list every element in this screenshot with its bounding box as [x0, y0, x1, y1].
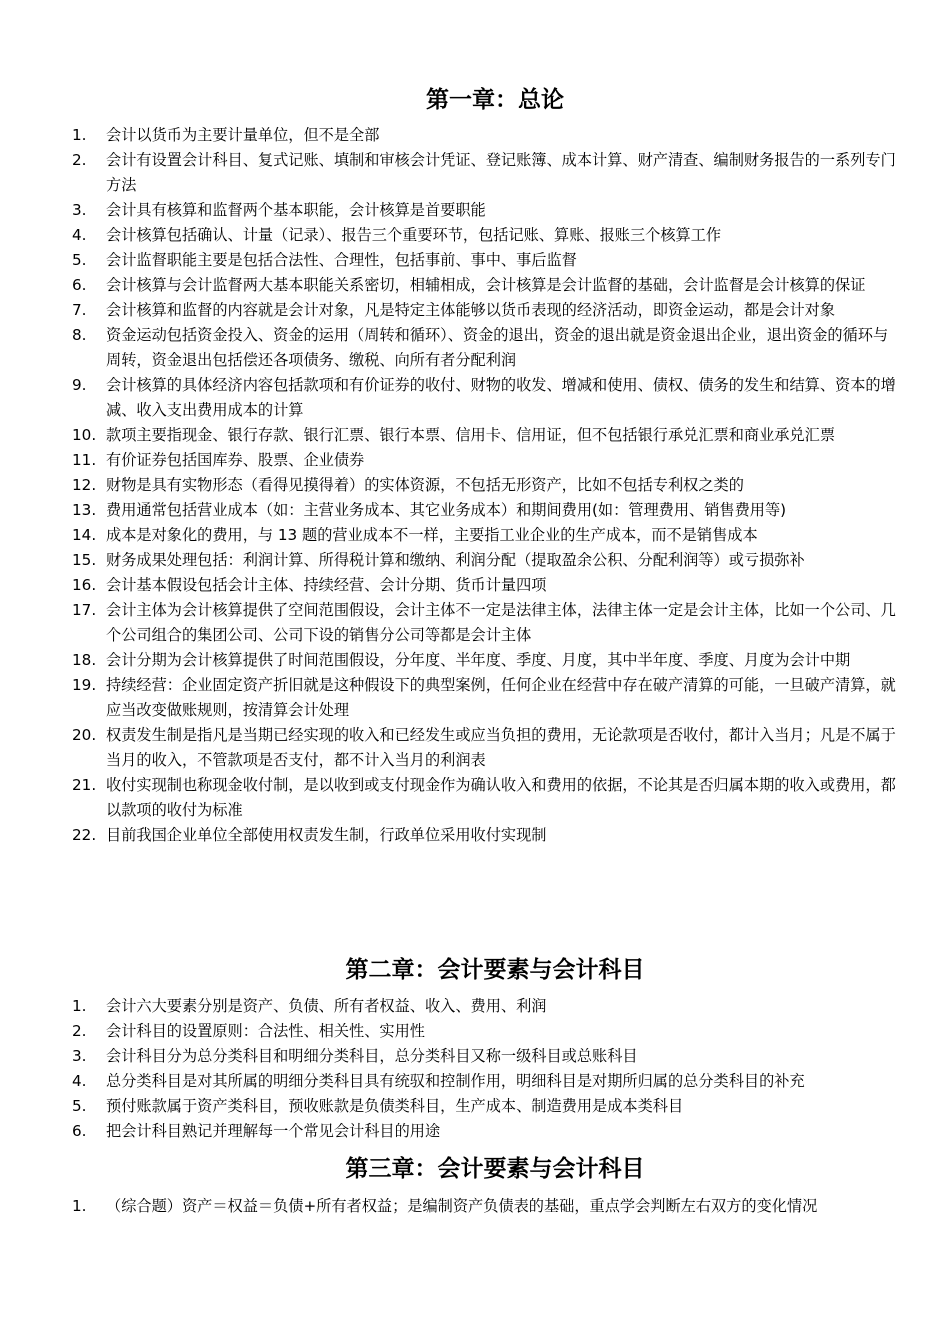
item-text: 会计核算包括确认、计量（记录）、报告三个重要环节，包括记账、算账、报账三个核算工作	[106, 226, 722, 244]
item-number: 17.	[72, 601, 97, 619]
chapter-item-list	[0, 123, 950, 848]
item-number: 6.	[72, 276, 87, 294]
item-text: 会计具有核算和监督两个基本职能，会计核算是首要职能	[106, 201, 486, 219]
item-number: 1.	[72, 1197, 87, 1215]
item-number: 4.	[72, 226, 87, 244]
list-item	[0, 298, 950, 323]
list-item	[0, 773, 950, 823]
chapter-item-list	[0, 994, 950, 1144]
item-number: 11.	[72, 451, 97, 469]
list-item	[0, 123, 950, 148]
item-number: 3.	[72, 1047, 87, 1065]
list-item	[0, 1094, 950, 1119]
item-text: 会计有设置会计科目、复式记账、填制和审核会计凭证、登记账簿、成本计算、财产清查、编制财务报告的一系列专门方法	[106, 151, 896, 194]
item-number: 1.	[72, 126, 87, 144]
item-number: 4.	[72, 1072, 87, 1090]
item-text: 会计以货币为主要计量单位，但不是全部	[106, 126, 380, 144]
list-item	[0, 473, 950, 498]
item-number: 2.	[72, 1022, 87, 1040]
item-number: 12.	[72, 476, 97, 494]
list-item	[0, 1119, 950, 1144]
item-number: 19.	[72, 676, 97, 694]
list-item	[0, 498, 950, 523]
list-item	[0, 423, 950, 448]
item-text: 目前我国企业单位全部使用权责发生制，行政单位采用收付实现制	[106, 826, 547, 844]
item-text: 有价证券包括国库券、股票、企业债券	[106, 451, 365, 469]
item-text: 财物是具有实物形态（看得见摸得着）的实体资源，不包括无形资产，比如不包括专利权之类的	[106, 476, 744, 494]
list-item	[0, 223, 950, 248]
item-text: 会计核算的具体经济内容包括款项和有价证券的收付、财物的收发、增减和使用、债权、债务的发生和结算、资本的增减、收入支出费用成本的计算	[106, 376, 896, 419]
item-number: 9.	[72, 376, 87, 394]
list-item	[0, 1069, 950, 1094]
list-item	[0, 148, 950, 198]
item-number: 21.	[72, 776, 97, 794]
item-number: 18.	[72, 651, 97, 669]
item-text: 会计分期为会计核算提供了时间范围假设，分年度、半年度、季度、月度，其中半年度、季度、月度为会计中期	[106, 651, 851, 669]
item-number: 6.	[72, 1122, 87, 1140]
list-item	[0, 548, 950, 573]
list-item	[0, 248, 950, 273]
list-item	[0, 1194, 950, 1219]
list-item	[0, 723, 950, 773]
item-text: 会计科目分为总分类科目和明细分类科目，总分类科目又称一级科目或总账科目	[106, 1047, 638, 1065]
list-item	[0, 1019, 950, 1044]
item-text: 会计主体为会计核算提供了空间范围假设，会计主体不一定是法律主体，法律主体一定是会计主体，比如一个公司、几个公司组合的集团公司、公司下设的销售分公司等都是会计主体	[106, 601, 896, 644]
list-item	[0, 1044, 950, 1069]
list-item	[0, 273, 950, 298]
list-item	[0, 523, 950, 548]
item-text: 权责发生制是指凡是当期已经实现的收入和已经发生或应当负担的费用，无论款项是否收付，都计入当月；凡是不属于当月的收入，不管款项是否支付，都不计入当月的利润表	[106, 726, 896, 769]
item-number: 1.	[72, 997, 87, 1015]
chapter-title: 第三章：会计要素与会计科目	[345, 1156, 645, 1182]
item-text: 收付实现制也称现金收付制，是以收到或支付现金作为确认收入和费用的依据，不论其是否归属本期的收入或费用，都以款项的收付为标准	[106, 776, 896, 819]
item-text: 会计科目的设置原则：合法性、相关性、实用性	[106, 1022, 425, 1040]
item-number: 10.	[72, 426, 97, 444]
item-text: 会计基本假设包括会计主体、持续经营、会计分期、货币计量四项	[106, 576, 547, 594]
list-item	[0, 448, 950, 473]
list-item	[0, 994, 950, 1019]
item-number: 7.	[72, 301, 87, 319]
item-number: 8.	[72, 326, 87, 344]
item-number: 14.	[72, 526, 97, 544]
item-text: 款项主要指现金、银行存款、银行汇票、银行本票、信用卡、信用证，但不包括银行承兑汇票和商业承兑汇票	[106, 426, 835, 444]
item-text: （综合题）资产＝权益＝负债+所有者权益；是编制资产负债表的基础，重点学会判断左右双方的变化情况	[106, 1197, 818, 1215]
list-item	[0, 673, 950, 723]
item-text: 总分类科目是对其所属的明细分类科目具有统驭和控制作用，明细科目是对期所归属的总分类科目的补充	[106, 1072, 805, 1090]
item-text: 会计核算与会计监督两大基本职能关系密切，相辅相成，会计核算是会计监督的基础，会计监督是会计核算的保证	[106, 276, 866, 294]
item-text: 费用通常包括营业成本（如：主营业务成本、其它业务成本）和期间费用(如：管理费用、销售费用等)	[106, 501, 787, 519]
item-number: 5.	[72, 1097, 87, 1115]
item-text: 持续经营：企业固定资产折旧就是这种假设下的典型案例，任何企业在经营中存在破产清算的可能，一旦破产清算，就应当改变做账规则，按清算会计处理	[106, 676, 896, 719]
item-text: 成本是对象化的费用，与 13 题的营业成本不一样，主要指工业企业的生产成本，而不是销售成本	[106, 526, 758, 544]
item-number: 20.	[72, 726, 97, 744]
item-number: 16.	[72, 576, 97, 594]
item-text: 预付账款属于资产类科目，预收账款是负债类科目，生产成本、制造费用是成本类科目	[106, 1097, 684, 1115]
list-item	[0, 373, 950, 423]
item-number: 15.	[72, 551, 97, 569]
item-number: 22.	[72, 826, 97, 844]
list-item	[0, 198, 950, 223]
list-item	[0, 323, 950, 373]
item-text: 资金运动包括资金投入、资金的运用（周转和循环）、资金的退出，资金的退出就是资金退出企业，退出资金的循环与周转，资金退出包括偿还各项债务、缴税、向所有者分配利润	[106, 326, 889, 369]
list-item	[0, 598, 950, 648]
item-number: 3.	[72, 201, 87, 219]
item-text: 会计核算和监督的内容就是会计对象，凡是特定主体能够以货币表现的经济活动，即资金运动，都是会计对象	[106, 301, 835, 319]
item-number: 13.	[72, 501, 97, 519]
item-text: 会计六大要素分别是资产、负债、所有者权益、收入、费用、利润	[106, 997, 547, 1015]
item-text: 会计监督职能主要是包括合法性、合理性，包括事前、事中、事后监督	[106, 251, 577, 269]
item-text: 把会计科目熟记并理解每一个常见会计科目的用途	[106, 1122, 441, 1140]
item-number: 2.	[72, 151, 87, 169]
item-text: 财务成果处理包括：利润计算、所得税计算和缴纳、利润分配（提取盈余公积、分配利润等）或亏损弥补	[106, 551, 805, 569]
list-item	[0, 823, 950, 848]
chapter-title: 第二章：会计要素与会计科目	[345, 957, 645, 983]
list-item	[0, 648, 950, 673]
item-number: 5.	[72, 251, 87, 269]
list-item	[0, 573, 950, 598]
chapter-item-list	[0, 1194, 950, 1219]
chapter-title: 第一章：总论	[426, 87, 564, 113]
